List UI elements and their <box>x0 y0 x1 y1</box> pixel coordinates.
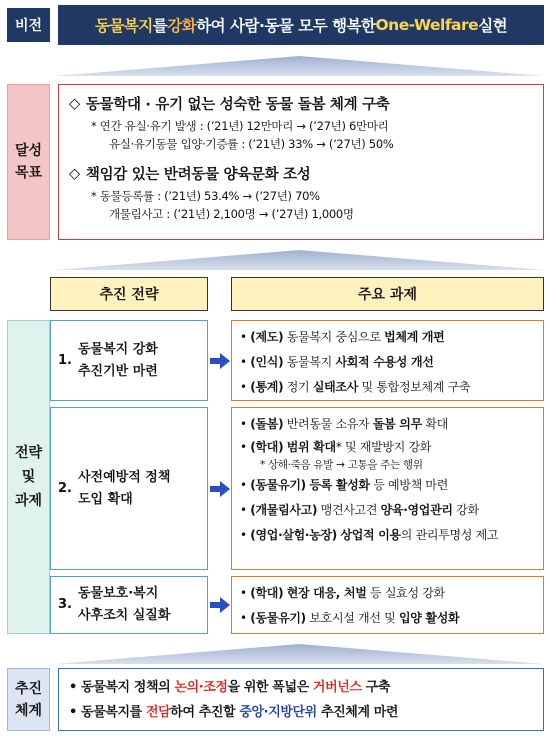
task-post: * 및 재발방지 강화 <box>335 440 432 454</box>
strategy-1-line1: 동물복지 강화 <box>77 341 158 357</box>
vision-seg3: 강화 <box>167 17 197 35</box>
vision-seg5: One-Welfare <box>375 16 479 34</box>
task-bold: 상업적 이용 <box>340 528 401 542</box>
task-tag: (돌봄) <box>250 417 284 431</box>
task-footnote: * 상해·죽음 유발 → 고통을 주는 행위 <box>260 459 423 471</box>
prom-e: 구축 <box>361 680 390 695</box>
task-bold: 범위 확대 <box>286 440 336 454</box>
task-bold: 사회적 수용성 개선 <box>335 355 434 369</box>
task-post: 등 예방책 마련 <box>369 478 448 492</box>
task-tag: (통계) <box>250 380 284 394</box>
task-tag: (영업·살험·농장) <box>250 528 337 542</box>
divider-wedge-3 <box>55 642 544 664</box>
header-tasks: 주요 과제 <box>231 277 544 311</box>
task-item: • (인식) 동물복지 사회적 수용성 개선 <box>240 355 434 369</box>
task-item: • (제도) 동물복지 중심으로 법체계 개편 <box>240 330 445 344</box>
strategy-label-line1: 전략 <box>14 445 43 461</box>
prom-c: 을 위한 폭넓은 <box>227 680 313 695</box>
task-pre: 보호시설 개선 및 <box>305 611 399 625</box>
task-item: • (영업·살험·농장) 상업적 이용의 관리투명성 제고 <box>240 528 499 542</box>
promotion-label-line1: 추진 <box>14 680 43 697</box>
task-tag: (동물유기) <box>250 611 306 625</box>
prom-d: 거버넌스 <box>312 680 362 695</box>
task-pre: 맹견사고견 <box>317 503 381 517</box>
strategy-2 <box>50 407 208 570</box>
task-tag: (동물유기) <box>250 478 306 492</box>
goal-detail-2b: 개물림사고 : (’21년) 2,100명 → (’27년) 1,000명 <box>109 207 354 221</box>
promotion-item-1: • 동물복지 정책의 논의·조정을 위한 폭넓은 거버넌스 구축 <box>69 680 390 695</box>
task-item: • (개물림사고) 맹견사고견 양육·영업관리 강화 <box>240 503 479 517</box>
task-item: • (학대) 범위 확대* 및 재발방지 강화 <box>240 440 432 454</box>
prom-b: 전담 <box>145 705 171 720</box>
task-tag: (제도) <box>250 330 284 344</box>
task-bold: 실태조사 <box>312 380 359 394</box>
task-bold: 등록 활성화 <box>309 478 370 492</box>
right-arrow-icon <box>210 481 230 497</box>
strategy-2-line1: 사전예방적 정책 <box>77 469 171 485</box>
prom-b: 논의·조정 <box>174 680 228 695</box>
vision-seg4: 하여 사람·동물 모두 행복한 <box>196 17 376 35</box>
strategy-1-line2: 추진기반 마련 <box>77 363 158 379</box>
strategy-label-line3: 과제 <box>14 493 43 509</box>
strategy-3-line2: 사후조치 실질화 <box>77 608 171 623</box>
vision-statement <box>58 5 544 45</box>
task-bold: 입양 활성화 <box>398 611 460 625</box>
goal-title-2 <box>69 163 533 184</box>
goal-detail-1a: * 연간 유실·유기 발생 : (’21년) 12만마리 → (’27년) 6만마리 <box>91 119 389 133</box>
task-pre: 정기 <box>283 380 313 394</box>
task-tag: (학대) <box>250 440 284 454</box>
strategy-3 <box>50 576 208 634</box>
prom-d: 중앙·지방단위 <box>239 705 317 720</box>
goals-label <box>7 84 50 240</box>
task-pre: 동물복지 중심으로 <box>283 330 385 344</box>
vision-seg1: 동물복지 <box>94 17 153 35</box>
prom-a: 동물복지 정책의 <box>81 680 175 695</box>
prom-c: 하여 추진할 <box>170 705 240 720</box>
task-tag: (학대) <box>250 586 284 600</box>
strategy-label-line2: 및 <box>21 469 36 485</box>
header-strategy: 추진 전략 <box>50 277 208 311</box>
tasks-3 <box>231 576 544 634</box>
right-arrow-icon <box>210 597 230 613</box>
promotion-label <box>7 668 50 731</box>
task-bold: 돌봄 의무 <box>372 417 422 431</box>
prom-a: 동물복지를 <box>81 705 146 720</box>
tasks-1 <box>231 320 544 401</box>
divider-wedge-1 <box>55 54 544 76</box>
task-item: • (통계) 정기 실태조사 및 통합정보체계 구축 <box>240 380 471 394</box>
task-post: 강화 <box>452 503 479 517</box>
task-item: • (돌봄) 반려동물 소유자 돌봄 의무 확대 <box>240 417 448 431</box>
promotion-item-2: • 동물복지를 전담하여 추진할 중앙·지방단위 추진체계 마련 <box>69 705 399 720</box>
divider-wedge-2 <box>55 248 544 270</box>
diamond-icon: ◇ <box>69 95 80 112</box>
promotion-label-line2: 체계 <box>14 702 43 719</box>
task-item: • (동물유기) 보호시설 개선 및 입양 활성화 <box>240 611 460 625</box>
strategy-num-2: 2. <box>58 480 72 496</box>
strategy-2-line2: 도입 확대 <box>77 491 133 507</box>
right-arrow-icon <box>210 353 230 369</box>
goals-label-line2: 목표 <box>14 165 43 181</box>
task-pre: 반려동물 소유자 <box>283 417 373 431</box>
prom-e: 추진체계 마련 <box>316 705 399 720</box>
goal-title-1 <box>69 93 533 114</box>
task-post: 의 관리투명성 제고 <box>400 528 499 542</box>
vision-seg2: 를 <box>152 17 168 35</box>
vision-label: 비전 <box>7 8 50 42</box>
tasks-2 <box>231 407 544 570</box>
goals-label-line1: 달성 <box>14 143 43 159</box>
goal-title-text-1: 동물학대 · 유기 없는 성숙한 동물 돌봄 체계 구축 <box>85 97 390 113</box>
strategy-3-line1: 동물보호·복지 <box>77 586 159 601</box>
task-post: 등 실효성 강화 <box>366 586 445 600</box>
goals-box <box>58 84 544 240</box>
goal-detail-1b: 유실·유기동물 입양·기증률 : (’21년) 33% → (’27년) 50% <box>109 137 394 151</box>
task-post: 및 통합정보체계 구축 <box>358 380 471 394</box>
promotion-box <box>58 668 544 731</box>
vision-seg6: 실현 <box>478 17 508 35</box>
strategy-label <box>7 320 50 634</box>
task-bold: 양육·영업관리 <box>380 503 453 517</box>
goal-title-text-2: 책임감 있는 반려동물 양육문화 조성 <box>85 167 311 183</box>
task-bold: 법체계 개편 <box>384 330 445 344</box>
strategy-num-1: 1. <box>58 352 72 368</box>
task-pre: 동물복지 <box>283 355 336 369</box>
task-item: • (학대) 현장 대응, 처벌 등 실효성 강화 <box>240 586 445 600</box>
diamond-icon: ◇ <box>69 165 80 182</box>
task-bold: 현장 대응, 처벌 <box>286 586 367 600</box>
strategy-num-3: 3. <box>58 597 72 612</box>
task-post: 확대 <box>421 417 448 431</box>
strategy-1 <box>50 320 208 401</box>
task-item: • (동물유기) 등록 활성화 등 예방책 마련 <box>240 478 448 492</box>
task-tag: (인식) <box>250 355 284 369</box>
goal-detail-2a: * 동물등록률 : (’21년) 53.4% → (’27년) 70% <box>91 189 320 203</box>
task-tag: (개물림사고) <box>250 503 318 517</box>
